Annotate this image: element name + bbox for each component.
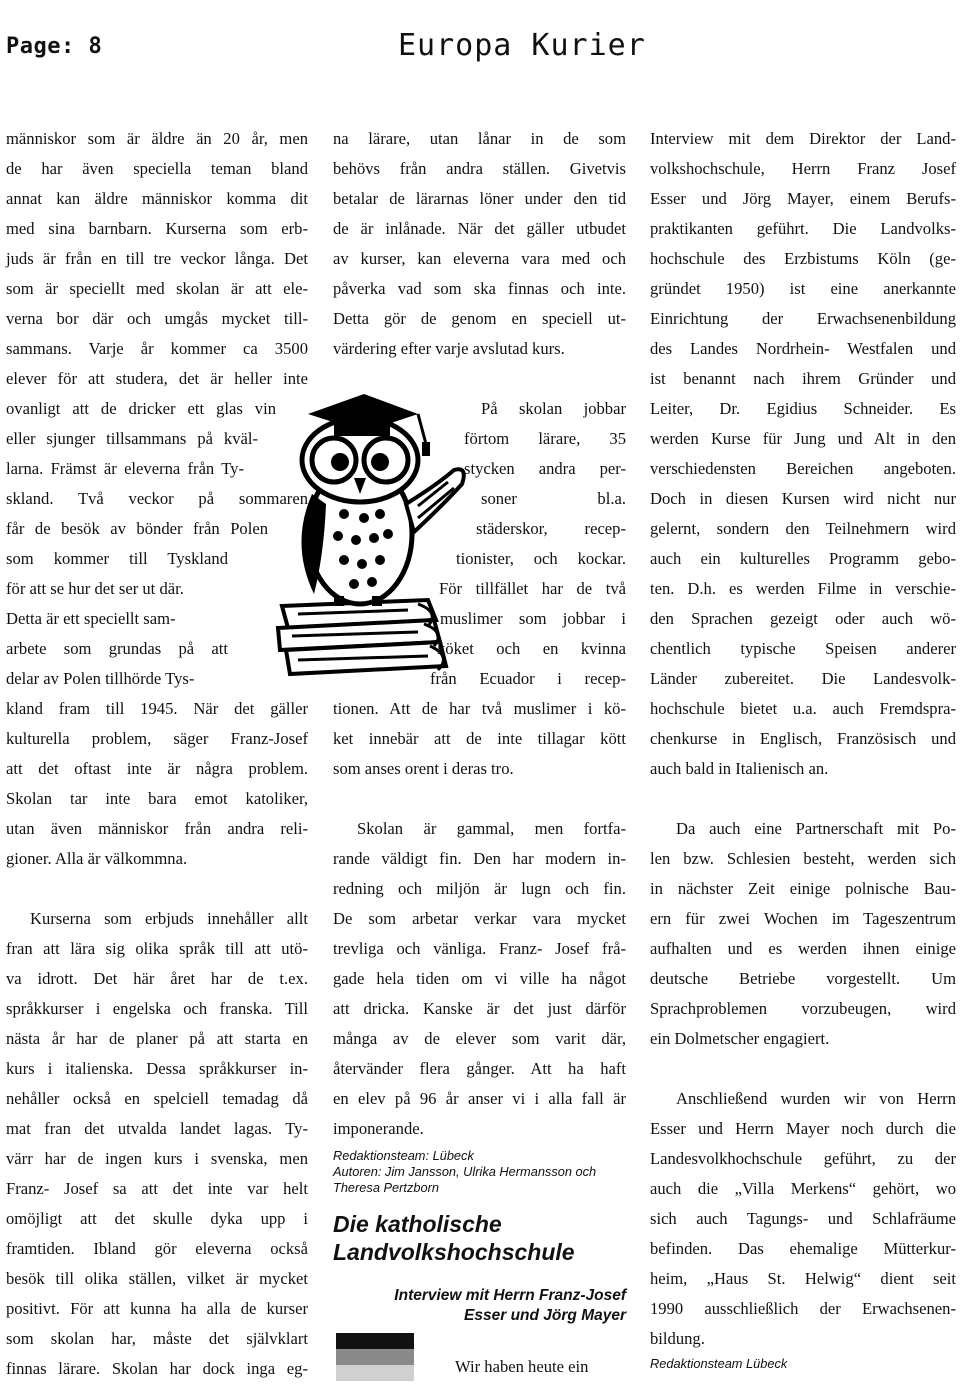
article-headline: Landvolkshochschule — [333, 1239, 575, 1265]
article-subheading: Interview mit Herrn Franz-Josef — [394, 1287, 626, 1304]
text-line: in nächster Zeit einige polnische Bau- — [650, 879, 956, 898]
text-line: ten. D.h. es werden Filme in verschie- — [650, 579, 956, 598]
text-line: juds är från en till tre veckor långa. Det — [6, 249, 308, 268]
text-line: elever för att studera, det är heller inte — [6, 369, 308, 388]
text-line: betalar de lärarnas löner under den tid — [333, 189, 626, 208]
text-line: volkshochschule, Herrn Franz Josef — [650, 159, 956, 178]
text-line: många av de elever som varit där, — [333, 1029, 626, 1048]
text-line: besök till olika ställen, vilket är mycket — [6, 1269, 308, 1288]
text-line: Detta är ett speciellt sam- — [6, 609, 176, 628]
text-line: gelernt, sondern den Teilnehmern wird — [650, 519, 956, 538]
text-line: av kurser, kan eleverna vara med och — [333, 249, 626, 268]
text-line: finnas lärare. Skolan har dock inga eg- — [6, 1359, 308, 1378]
flag-stripe — [336, 1349, 414, 1365]
text-line: kurs i italienska. Dessa språkkurser in- — [6, 1059, 308, 1078]
text-line: Landesvolkhochschule geführt, zu der — [650, 1149, 956, 1168]
text-line: städerskor, recep- — [476, 519, 626, 538]
text-line: utan även människor från andra reli- — [6, 819, 308, 838]
article-subheading: Esser und Jörg Mayer — [464, 1307, 626, 1324]
text-line: den Sprachen gezeigt oder auch wö- — [650, 609, 956, 628]
text-line: som anses orent i deras tro. — [333, 759, 514, 778]
text-line: från Ecuador i recep- — [430, 669, 626, 688]
text-line: hochschule bietet u.a. auch Fremdspra- — [650, 699, 956, 718]
text-line: För tillfället har de två — [439, 579, 626, 598]
text-line: tionen. Att de har två muslimer i kö- — [333, 699, 626, 718]
text-line: Kurserna som erbjuds innehåller allt — [30, 909, 308, 928]
text-line: behövs från andra ställen. Givetvis — [333, 159, 626, 178]
text-line: Detta gör de genom en speciell ut- — [333, 309, 626, 328]
text-line: Anschließend wurden wir von Herrn — [676, 1089, 956, 1108]
text-line: för att se hur det ser ut där. — [6, 579, 184, 598]
text-line: ist benannt nach ihrem Gründer und — [650, 369, 956, 388]
text-line: verna bor där och umgås mycket till- — [6, 309, 308, 328]
text-line: delar av Polen tillhörde Tys- — [6, 669, 195, 688]
text-line: de har även speciella teman bland — [6, 159, 308, 178]
text-line: Wir haben heute ein — [455, 1357, 589, 1376]
text-line: värdering efter varje avslutad kurs. — [333, 339, 565, 358]
text-line: skland. Två veckor på sommaren — [6, 489, 308, 508]
text-line: Esser und Herrn Mayer noch durch die — [650, 1119, 956, 1138]
text-line: får de besök av bönder från Polen — [6, 519, 268, 538]
text-line: len bzw. Schlesien besteht, werden sich — [650, 849, 956, 868]
text-line: aufhalten und es werden ihnen einige — [650, 939, 956, 958]
column-1 — [6, 124, 308, 1384]
text-line: människor som är äldre än 20 år, men — [6, 129, 308, 148]
text-line: som är speciellt med skolan är att ele- — [6, 279, 308, 298]
text-line: omöjligt att det skulle dyka upp i — [6, 1209, 308, 1228]
text-line: positivt. För att kunna ha alla de kurser — [6, 1299, 308, 1318]
text-line: språkkurser i engelska och franska. Till — [6, 999, 308, 1018]
text-line: werden Kurse für Jung und Alt in den — [650, 429, 956, 448]
text-line: värr har de ingen kurs i svenska, men — [6, 1149, 308, 1168]
text-line: Doch in diesen Kursen wird nicht nur — [650, 489, 956, 508]
text-line: soner bl.a. — [481, 489, 626, 508]
text-line: na lärare, utan lånar in de som — [333, 129, 626, 148]
text-line: arbete som grundas på att — [6, 639, 228, 658]
text-line: återvänder flera gånger. Att ha haft — [333, 1059, 626, 1078]
german-flag-icon — [336, 1333, 414, 1381]
credit-line: Redaktionsteam: Lübeck — [333, 1148, 474, 1163]
flag-stripe — [336, 1333, 414, 1349]
text-line: Skolan är gammal, men fortfa- — [357, 819, 626, 838]
column-2 — [333, 124, 626, 1326]
text-line: De som arbetar verkar vara mycket — [333, 909, 626, 928]
text-line: Länder zubereitet. Die Landesvolk- — [650, 669, 956, 688]
text-line: larna. Främst är eleverna från Ty- — [6, 459, 244, 478]
text-line: nehåller också en spelciell temadag då — [6, 1089, 308, 1108]
text-line: 1990 ausschließlich der Erwachsenen- — [650, 1299, 956, 1318]
text-line: Leiter, Dr. Egidius Schneider. Es — [650, 399, 956, 418]
credit-line: Redaktionsteam Lübeck — [650, 1356, 788, 1371]
text-line: chentlich typische Speisen anderer — [650, 639, 956, 658]
text-line: Skolan tar inte bara emot katoliker, — [6, 789, 308, 808]
text-line: va idrott. Det här året har de t.ex. — [6, 969, 308, 988]
text-line: tionister, och kockar. — [456, 549, 626, 568]
text-line: Da auch eine Partnerschaft mit Po- — [676, 819, 956, 838]
text-line: bildung. — [650, 1329, 705, 1348]
text-line: auch bald in Italienisch an. — [650, 759, 829, 778]
text-line: en elev på 96 år anser vi i alla fall är — [333, 1089, 626, 1108]
credit-line: Autoren: Jim Jansson, Ulrika Hermansson och — [333, 1164, 597, 1179]
text-line: praktikanten geführt. Die Landvolks- — [650, 219, 956, 238]
text-line: ern für zwei Wochen im Tageszentrum — [650, 909, 956, 928]
text-line: Sprachproblemen vorzubeugen, wird — [650, 999, 956, 1018]
text-line: verschiedensten Bereichen angeboten. — [650, 459, 956, 478]
text-line: med sina barnbarn. Kurserna som erb- — [6, 219, 308, 238]
text-line: På skolan jobbar — [481, 399, 626, 418]
text-line: trevliga och vänliga. Franz- Josef frå- — [333, 939, 626, 958]
text-line: påverka vad som ska finnas och inte. — [333, 279, 626, 298]
text-line: sammans. Varje år kommer ca 3500 — [6, 339, 308, 358]
text-line: auch die „Villa Merkens“ gehört, wo — [650, 1179, 956, 1198]
column-3 — [650, 124, 956, 1372]
text-line: att det oftast inte är några problem. — [6, 759, 308, 778]
text-line: Esser und Jörg Mayer, einem Berufs- — [650, 189, 956, 208]
newspaper-title: Europa Kurier — [398, 28, 646, 63]
text-line: heim, „Haus St. Helwig“ dient seit — [650, 1269, 956, 1288]
text-line: förtom lärare, 35 — [464, 429, 626, 448]
text-line: fran att lära sig olika språk till att utö- — [6, 939, 308, 958]
text-line: rande väldigt fin. Den har modern in- — [333, 849, 626, 868]
text-line: som skolan har, måste det självklart — [6, 1329, 308, 1348]
text-line: befinden. Das ehemalige Mütterkur- — [650, 1239, 956, 1258]
text-line: Franz- Josef sa att det inte var helt — [6, 1179, 308, 1198]
text-line: des Landes Nordrhein- Westfalen und — [650, 339, 956, 358]
text-line: gade hela tiden om vi ville ha något — [333, 969, 626, 988]
text-line: Interview mit dem Direktor der Land- — [650, 129, 956, 148]
text-line: att dricka. Kanske är det just därför — [333, 999, 626, 1018]
text-line: Einrichtung der Erwachsenenbildung — [650, 309, 956, 328]
page-header — [0, 0, 960, 100]
text-line: muslimer som jobbar i — [440, 609, 626, 628]
text-line: kland fram till 1945. När det gäller — [6, 699, 308, 718]
text-line: eller sjunger tillsammans på kväl- — [6, 429, 258, 448]
text-line: auch ein kulturelles Programm gebo- — [650, 549, 956, 568]
text-line: redning och miljön är lugn och fin. — [333, 879, 626, 898]
credit-line: Theresa Pertzborn — [333, 1180, 439, 1195]
text-line: ket innebär att de inte tillagar kött — [333, 729, 626, 748]
text-line: sich auch Tagungs- und Schlafräume — [650, 1209, 956, 1228]
text-line: hochschule des Erzbistums Köln (ge- — [650, 249, 956, 268]
text-line: köket och en kvinna — [437, 639, 626, 658]
text-line: nästa år har de planer på att starta en — [6, 1029, 308, 1048]
text-line: gründet 1950) ist eine anerkannte — [650, 279, 956, 298]
text-line: chenkurse in Englisch, Französisch und — [650, 729, 956, 748]
text-line: annat kan äldre människor komma dit — [6, 189, 308, 208]
text-line: gioner. Alla är välkommna. — [6, 849, 188, 868]
text-line: som kommer till Tyskland — [6, 549, 228, 568]
article-headline: Die katholische — [333, 1211, 502, 1237]
text-line: ein Dolmetscher engagiert. — [650, 1029, 830, 1048]
text-line: kulturella problem, säger Franz-Josef — [6, 729, 308, 748]
page-number: Page: 8 — [6, 34, 103, 59]
text-line: stycken andra per- — [464, 459, 626, 478]
text-line: imponerande. — [333, 1119, 424, 1138]
text-line: framtiden. Ibland gör eleverna också — [6, 1239, 308, 1258]
text-line: de är inlånade. När det gäller utbudet — [333, 219, 626, 238]
text-line: ovanligt att de dricker ett glas vin — [6, 399, 276, 418]
flag-stripe — [336, 1365, 414, 1381]
text-line: deutsche Betriebe vorgestellt. Um — [650, 969, 956, 988]
text-line: mat fran det utvalda landet lagas. Ty- — [6, 1119, 308, 1138]
